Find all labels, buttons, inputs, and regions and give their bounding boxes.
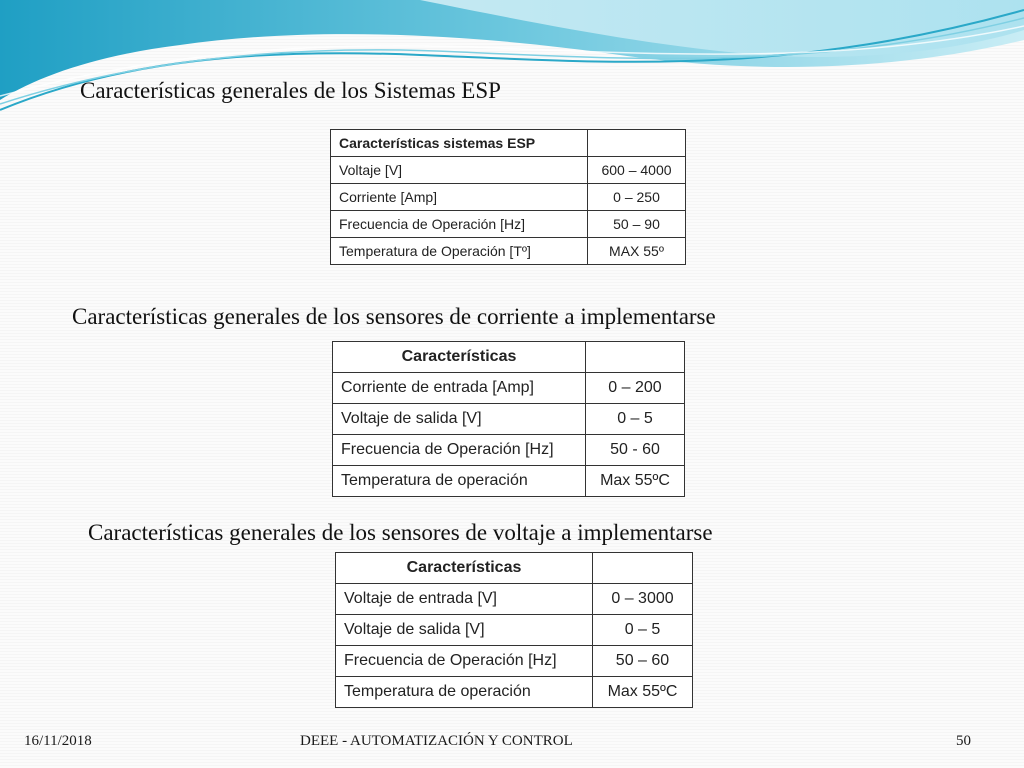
table-cell-label: Temperatura de operación [336, 677, 593, 708]
esp-characteristics-table [330, 129, 686, 265]
table-header-row [331, 130, 686, 157]
footer-title: DEEE - AUTOMATIZACIÓN Y CONTROL [300, 733, 573, 749]
table-cell-label: Voltaje [V] [331, 157, 588, 184]
table-row [336, 584, 693, 615]
current-sensors-table [332, 341, 685, 497]
voltage-sensors-table [335, 552, 693, 708]
footer-date: 16/11/2018 [24, 733, 92, 749]
table-cell-label: Temperatura de operación [333, 466, 586, 497]
table-cell-label: Voltaje de entrada [V] [336, 584, 593, 615]
table-row [331, 211, 686, 238]
table-cell-label: Frecuencia de Operación [Hz] [331, 211, 588, 238]
table-header-cell [588, 130, 686, 157]
table-cell-value: Max 55ºC [593, 677, 693, 708]
table-row [333, 435, 685, 466]
table-header-row [333, 342, 685, 373]
table-row [333, 404, 685, 435]
table-cell-label: Corriente de entrada [Amp] [333, 373, 586, 404]
table-cell-value: MAX 55º [588, 238, 686, 265]
slide-number: 50 [956, 733, 971, 749]
table-row [333, 373, 685, 404]
table-header-cell [586, 342, 685, 373]
table-cell-label: Corriente [Amp] [331, 184, 588, 211]
table-cell-label: Frecuencia de Operación [Hz] [336, 646, 593, 677]
table-header-cell: Características sistemas ESP [331, 130, 588, 157]
table-cell-label: Voltaje de salida [V] [333, 404, 586, 435]
table-cell-value: 50 – 60 [593, 646, 693, 677]
table-header-cell: Características [333, 342, 586, 373]
table-cell-value: 0 – 5 [586, 404, 685, 435]
table-row [333, 466, 685, 497]
table-cell-value: 0 – 5 [593, 615, 693, 646]
table-row [331, 157, 686, 184]
table-header-row [336, 553, 693, 584]
table-row [336, 646, 693, 677]
table-cell-label: Frecuencia de Operación [Hz] [333, 435, 586, 466]
table-cell-label: Temperatura de Operación [Tº] [331, 238, 588, 265]
table-cell-label: Voltaje de salida [V] [336, 615, 593, 646]
table-header-cell: Características [336, 553, 593, 584]
table-cell-value: 0 – 250 [588, 184, 686, 211]
table-row [331, 184, 686, 211]
table-row [336, 615, 693, 646]
table-row [331, 238, 686, 265]
current-sensors-heading: Características generales de los sensores de corriente a implementarse [72, 304, 716, 329]
table-header-cell [593, 553, 693, 584]
voltage-sensors-heading: Características generales de los sensores de voltaje a implementarse [88, 520, 713, 545]
table-cell-value: Max 55ºC [586, 466, 685, 497]
table-cell-value: 0 – 3000 [593, 584, 693, 615]
esp-heading: Características generales de los Sistemas ESP [80, 78, 501, 103]
table-cell-value: 50 - 60 [586, 435, 685, 466]
table-cell-value: 50 – 90 [588, 211, 686, 238]
table-cell-value: 600 – 4000 [588, 157, 686, 184]
table-row [336, 677, 693, 708]
table-cell-value: 0 – 200 [586, 373, 685, 404]
